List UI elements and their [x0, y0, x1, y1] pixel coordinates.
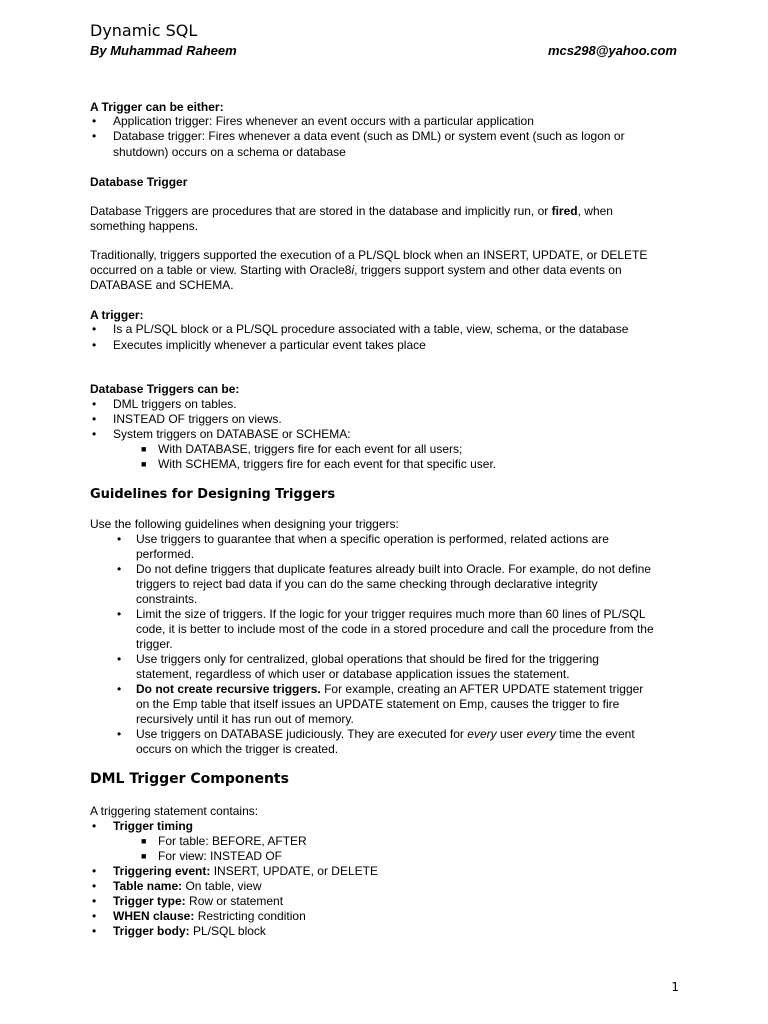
guidelines-intro: Use the following guidelines when designing your triggers:	[90, 517, 399, 531]
bullet-icon: •	[92, 129, 97, 143]
dml-component-2	[113, 879, 683, 894]
guideline-1-line-2: performed.	[136, 547, 195, 561]
bullet-icon: •	[117, 607, 122, 621]
text-run-italic: every	[526, 727, 556, 741]
bullet-icon: •	[92, 879, 97, 893]
bullet-icon: •	[92, 427, 97, 441]
square-bullet-icon: ■	[141, 851, 147, 861]
document-title: Dynamic SQL	[90, 21, 198, 40]
bullet-icon: •	[92, 397, 97, 411]
bullet-icon: •	[117, 682, 122, 696]
guideline-3-line-1: Limit the size of triggers. If the logic for your trigger requires much more than 60 lines of PL/SQL	[136, 607, 646, 621]
dml-component-1	[113, 864, 683, 879]
a-trigger-item-1: Is a PL/SQL block or a PL/SQL procedure associated with a table, view, schema, or the database	[113, 322, 629, 336]
db-trigger-heading: Database Trigger	[90, 175, 188, 189]
component-label: Trigger type:	[113, 894, 186, 908]
intro-item-2-cont: shutdown) occurs on a schema or database	[113, 145, 346, 159]
square-bullet-icon: ■	[141, 444, 147, 454]
component-label: Trigger body:	[113, 924, 190, 938]
text-run-italic: every	[467, 727, 497, 741]
guideline-3-line-2: code, it is better to include most of the code in a stored procedure and call the procedure from the	[136, 622, 654, 636]
bullet-icon: •	[92, 909, 97, 923]
bullet-icon: •	[92, 114, 97, 128]
component-label: Table name:	[113, 879, 183, 893]
guideline-5-line-2: on the Emp table that itself issues an UPDATE statement on Emp, causes the trigger to fire	[136, 697, 620, 711]
text-run: Database Triggers are procedures that are stored in the database and implicitly run, or	[90, 204, 552, 218]
component-label: Triggering event:	[113, 864, 211, 878]
square-bullet-icon: ■	[141, 836, 147, 846]
can-be-heading: Database Triggers can be:	[90, 382, 240, 396]
intro-item-1: Application trigger: Fires whenever an event occurs with a particular application	[113, 114, 534, 128]
component-value: Row or statement	[185, 894, 284, 908]
dml-timing-label: Trigger timing	[113, 819, 194, 833]
a-trigger-heading: A trigger:	[90, 308, 144, 322]
component-value: Restricting condition	[194, 909, 306, 923]
text-run: For example, creating an AFTER UPDATE statement trigger	[320, 682, 644, 696]
bullet-icon: •	[117, 652, 122, 666]
guidelines-heading: Guidelines for Designing Triggers	[90, 487, 336, 502]
bullet-icon: •	[92, 819, 97, 833]
text-run-bold: fired	[551, 204, 578, 218]
can-be-item-2: INSTEAD OF triggers on views.	[113, 412, 282, 426]
guideline-2-line-1: Do not define triggers that duplicate features already built into Oracle. For example, do not define	[136, 562, 651, 576]
db-trigger-para-1	[90, 204, 690, 219]
dml-component-3	[113, 894, 683, 909]
square-bullet-icon: ■	[141, 459, 147, 469]
text-run: time the event	[555, 727, 635, 741]
db-trigger-para-2-line-1: Traditionally, triggers supported the execution of a PL/SQL block when an INSERT, UPDATE, or DELETE	[90, 248, 648, 262]
component-value: On table, view	[182, 879, 262, 893]
author-name: By Muhammad Raheem	[90, 43, 237, 58]
bullet-icon: •	[92, 338, 97, 352]
text-run-italic: i	[351, 263, 355, 277]
text-run: , triggers support system and other data events on	[354, 263, 622, 277]
bullet-icon: •	[117, 562, 122, 576]
bullet-icon: •	[92, 864, 97, 878]
can-be-subitem-2: With SCHEMA, triggers fire for each event for that specific user.	[158, 457, 497, 471]
bullet-icon: •	[92, 412, 97, 426]
guideline-4-line-1: Use triggers only for centralized, global operations that should be fired for the triggering	[136, 652, 599, 666]
db-trigger-para-2-line-3: DATABASE and SCHEMA.	[90, 278, 234, 292]
dml-component-4	[113, 909, 683, 924]
db-trigger-para-2-line-2	[90, 263, 690, 278]
guideline-1-line-1: Use triggers to guarantee that when a specific operation is performed, related actions are	[136, 532, 609, 546]
guideline-4-line-2: statement, regardless of which user or database application issues the statement.	[136, 667, 570, 681]
dml-component-5	[113, 924, 683, 939]
bullet-icon: •	[92, 894, 97, 908]
a-trigger-item-2: Executes implicitly whenever a particular event takes place	[113, 338, 426, 352]
text-run: occurred on a table or view. Starting with Oracle8	[90, 263, 352, 277]
guideline-5-line-3: recursively until it has run out of memory.	[136, 712, 354, 726]
bullet-icon: •	[117, 727, 122, 741]
guideline-2-line-2: triggers to reject bad data if you can do the same checking through declarative integrity	[136, 577, 598, 591]
component-value: PL/SQL block	[189, 924, 266, 938]
db-trigger-para-1-cont: something happens.	[90, 219, 199, 233]
guideline-3-line-3: trigger.	[136, 637, 173, 651]
bullet-icon: •	[92, 924, 97, 938]
component-value: INSERT, UPDATE, or DELETE	[210, 864, 378, 878]
guideline-6-line-1	[136, 727, 683, 742]
author-email: mcs298@yahoo.com	[547, 43, 677, 58]
intro-item-2: Database trigger: Fires whenever a data event (such as DML) or system event (such as logon or	[113, 129, 625, 143]
can-be-item-1: DML triggers on tables.	[113, 397, 237, 411]
bullet-icon: •	[117, 532, 122, 546]
can-be-item-3: System triggers on DATABASE or SCHEMA:	[113, 427, 351, 441]
guideline-5-line-1	[136, 682, 683, 697]
dml-intro: A triggering statement contains:	[90, 804, 259, 818]
intro-heading: A Trigger can be either:	[90, 100, 224, 114]
dml-heading: DML Trigger Components	[90, 771, 289, 787]
guideline-6-line-2: occurs on which the trigger is created.	[136, 742, 339, 756]
text-run: Use triggers on DATABASE judiciously. They are executed for	[136, 727, 468, 741]
bullet-icon: •	[92, 322, 97, 336]
dml-timing-sub-1: For table: BEFORE, AFTER	[158, 834, 307, 848]
text-run: user	[496, 727, 527, 741]
dml-timing-sub-2: For view: INSTEAD OF	[158, 849, 283, 863]
text-run: , when	[577, 204, 613, 218]
can-be-subitem-1: With DATABASE, triggers fire for each event for all users;	[158, 442, 463, 456]
component-label: WHEN clause:	[113, 909, 195, 923]
guideline-2-line-3: constraints.	[136, 592, 198, 606]
text-run-bold: Do not create recursive triggers.	[136, 682, 321, 696]
page-number: 1	[671, 980, 679, 994]
